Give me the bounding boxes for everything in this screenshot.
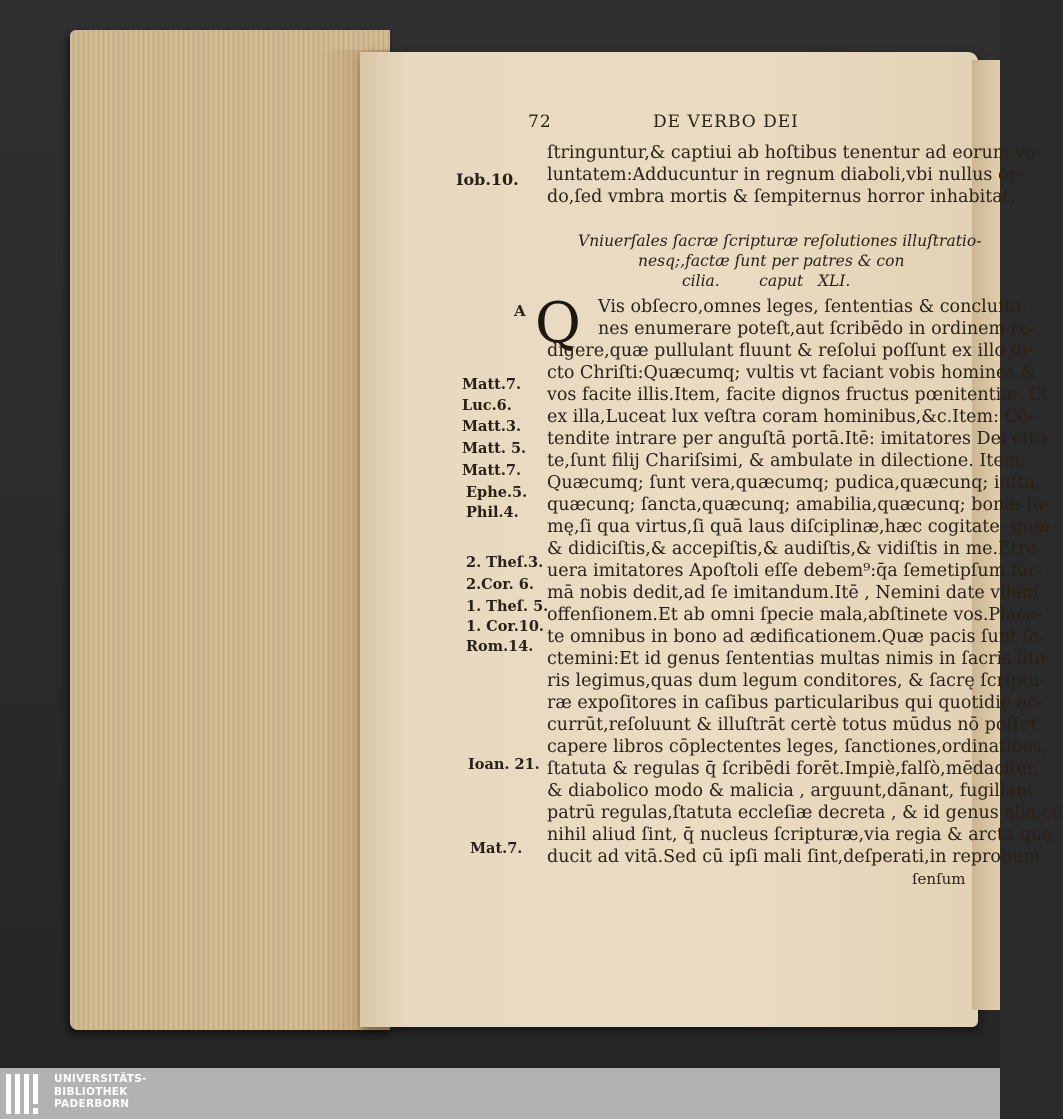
body-line: te omnibus in bono ad ædificationem.Quæ pacis ſunt ſe-	[547, 627, 1046, 647]
body-line: nes enumerare poteſt,aut ſcribēdo in ordinem re-	[598, 319, 1036, 339]
body-line: te,ſunt filij Chariſsimi, & ambulate in dilectione. Item:	[547, 451, 1027, 471]
margin-note: Ephe.5.	[466, 484, 528, 501]
body-line: mā nobis dedit,ad ſe imitandum.Itē , Nemini date vllam	[547, 583, 1039, 603]
margin-note: Matt.3.	[462, 418, 522, 435]
body-line: ctemini:Et id genus ſententias multas nimis in ſacris lite-	[547, 649, 1052, 669]
body-line: ſenſum	[912, 870, 966, 888]
body-line: nihil aliud ſint, q̄ nucleus ſcripturæ,via regia & arcta quę	[547, 825, 1053, 845]
margin-note: Matt.7.	[462, 376, 522, 393]
running-header	[528, 112, 799, 132]
body-line: capere libros cōplectentes leges, ſanctiones,ordinatiōes,	[547, 737, 1048, 757]
body-line: tendite intrare per anguſtā portā.Itē: imitatores Dei eſto	[547, 429, 1047, 449]
margin-note: 2. Theſ.3.	[466, 554, 544, 571]
book-page-edges	[70, 30, 390, 1030]
running-head-title: DE VERBO DEI	[653, 112, 799, 132]
page-number: 72	[528, 112, 552, 132]
body-line: ducit ad vitā.Sed cū ipſi mali ſint,deſperati,in reprobum	[547, 847, 1040, 867]
top-line: ſtringuntur,& captiui ab hoſtibus tenentur ad eorum vo	[547, 143, 1036, 163]
body-line: digere,quæ pullulant fluunt & reſolui poſſunt ex illo di-	[547, 341, 1034, 361]
logo-line: UNIVERSITÄTS-	[54, 1073, 147, 1085]
footer-bar	[0, 1068, 1000, 1119]
chapter-caption-line: Vniuerſales ſacræ ſcripturæ reſolutiones illuſtratio-	[578, 232, 982, 250]
chapter-caption-line: cilia. caput XLI.	[682, 272, 851, 290]
margin-note: Matt.7.	[462, 462, 522, 479]
margin-note: Iob.10.	[456, 170, 519, 189]
top-line: luntatem:Adducuntur in regnum diaboli,vbi nullus or-	[547, 165, 1023, 185]
margin-note: Phil.4.	[466, 504, 519, 521]
body-line: ſtatuta & regulas q̄ ſcribēdi forēt.Impiè,falſò,mēdaciter,	[547, 759, 1040, 779]
body-line: & didiciſtis,& accepiſtis,& audiſtis,& vidiſtis in me.Etre	[547, 539, 1037, 559]
margin-note: 1. Theſ. 5.	[466, 598, 549, 615]
body-line: mę,ſi qua virtus,ſi quā laus diſciplinæ,hæc cogitate; quæ	[547, 517, 1051, 537]
body-line: & diabolico modo & malicia , arguunt,dānant, fugillant	[547, 781, 1035, 801]
chapter-caption-line: nesq;,factæ ſunt per patres & con	[638, 252, 905, 270]
logo-line: BIBLIOTHEK	[54, 1085, 128, 1098]
margin-note: Matt. 5.	[462, 440, 527, 457]
library-logo-bars-icon	[6, 1074, 46, 1114]
margin-note: Mat.7.	[470, 840, 523, 857]
body-line: ex illa,Luceat lux veſtra coram hominibus,&c.Item: Cō-	[547, 407, 1035, 427]
body-line: offenſionem.Et ab omni ſpecie mala,abſtinete vos.Place-	[547, 605, 1043, 625]
library-logo-text	[54, 1073, 147, 1111]
margin-note: Rom.14.	[466, 638, 534, 655]
body-line: Vis obſecro,omnes leges, ſententias & concluſio-	[598, 297, 1027, 317]
drop-cap: Q	[535, 291, 581, 356]
margin-note: Ioan. 21.	[468, 756, 540, 773]
logo-line: PADERBORN	[54, 1098, 130, 1110]
margin-note: 2.Cor. 6.	[466, 576, 534, 593]
margin-note: Luc.6.	[462, 397, 512, 414]
body-line: Quæcumq; ſunt vera,quæcumq; pudica,quæcunq; iuſta,	[547, 473, 1041, 493]
body-line: uera imitatores Apoſtoli eſſe debem⁹:q̄a ſemetipſum for-	[547, 561, 1043, 581]
body-line: vos facite illis.Item, facite dignos fructus pœnitentiæ. Et	[547, 385, 1049, 405]
margin-note: 1. Cor.10.	[466, 618, 544, 635]
top-line: do,ſed vmbra mortis & ſempiternus horror inhabitat.	[547, 187, 1016, 207]
body-line: ris legimus,quas dum legum conditores, & ſacrę ſcriptu-	[547, 671, 1046, 691]
body-line: patrū regulas,ſtatuta eccleſiæ decreta , & id genus alia,cū	[547, 803, 1063, 823]
section-letter: A	[514, 302, 526, 320]
body-line: ræ expoſitores in caſibus particularibus qui quotidie oc-	[547, 693, 1043, 713]
body-line: currūt,reſoluunt & illuſtrāt certè totus mūdus nō poſſet	[547, 715, 1037, 735]
body-line: cto Chriſti:Quæcumq; vultis vt faciant vobis homines,&	[547, 363, 1037, 383]
body-line: quæcunq; ſancta,quæcunq; amabilia,quæcunq; bonæ fa-	[547, 495, 1050, 515]
